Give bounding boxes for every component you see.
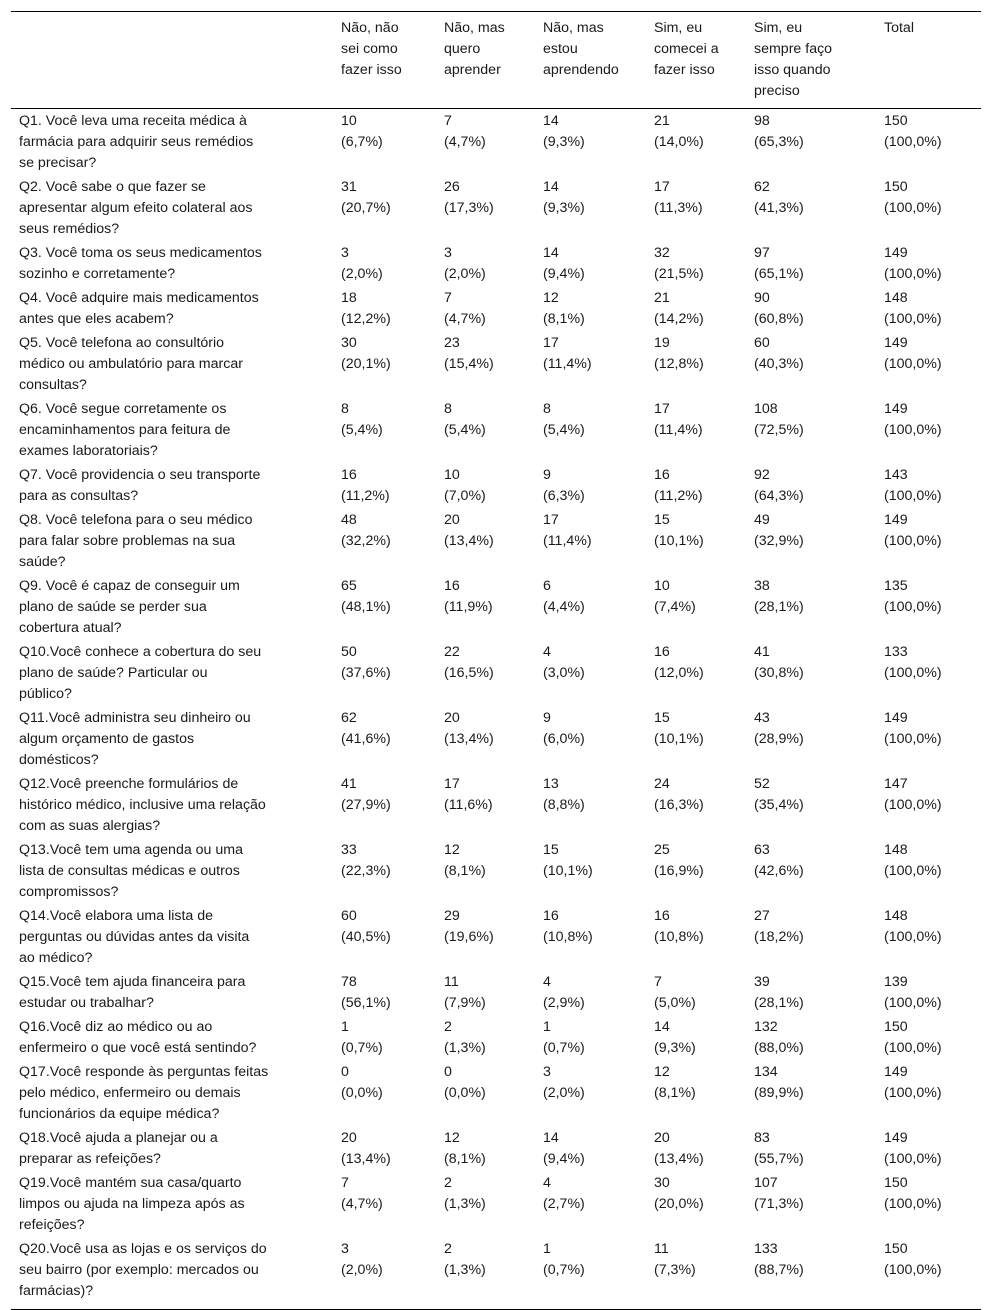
value-cell-quer-aprender: 22 (16,5%) (444, 644, 494, 681)
value-cell-total: 148 (100,0%) (884, 908, 942, 945)
value-cell-comecou: 14 (9,3%) (654, 1019, 696, 1056)
value-cell-comecou: 7 (5,0%) (654, 974, 696, 1011)
value-cell-comecou: 16 (10,8%) (654, 908, 704, 945)
table-header (11, 12, 981, 109)
value-cell-sempre-faz: 38 (28,1%) (754, 578, 804, 615)
value-cell-total: 150 (100,0%) (884, 1019, 942, 1056)
value-cell-comecou: 16 (11,2%) (654, 467, 703, 504)
value-cell-comecou: 24 (16,3%) (654, 776, 704, 813)
question-cell: Q9. Você é capaz de conseguir um plano de saúde se perder sua cobertura atual? (19, 578, 240, 636)
value-cell-nao-sabe: 7 (4,7%) (341, 1175, 383, 1212)
value-cell-quer-aprender: 3 (2,0%) (444, 245, 486, 282)
survey-table-container (11, 11, 981, 1310)
column-header-comecou: Sim, eu comecei a fazer isso (654, 20, 719, 78)
value-cell-comecou: 11 (7,3%) (654, 1241, 696, 1278)
value-cell-quer-aprender: 26 (17,3%) (444, 179, 494, 216)
value-cell-quer-aprender: 16 (11,9%) (444, 578, 493, 615)
value-cell-nao-sabe: 20 (13,4%) (341, 1130, 391, 1167)
value-cell-nao-sabe: 3 (2,0%) (341, 1241, 383, 1278)
table-row (11, 241, 981, 286)
question-cell: Q15.Você tem ajuda financeira para estudar ou trabalhar? (19, 974, 246, 1011)
table-row (11, 109, 981, 176)
value-cell-aprendendo: 16 (10,8%) (543, 908, 593, 945)
value-cell-quer-aprender: 29 (19,6%) (444, 908, 494, 945)
value-cell-quer-aprender: 23 (15,4%) (444, 335, 494, 372)
value-cell-comecou: 17 (11,4%) (654, 401, 703, 438)
question-cell: Q7. Você providencia o seu transporte para as consultas? (19, 467, 261, 504)
value-cell-sempre-faz: 49 (32,9%) (754, 512, 804, 549)
value-cell-total: 149 (100,0%) (884, 245, 942, 282)
question-cell: Q16.Você diz ao médico ou ao enfermeiro o que você está sentindo? (19, 1019, 257, 1056)
value-cell-total: 147 (100,0%) (884, 776, 942, 813)
value-cell-comecou: 15 (10,1%) (654, 710, 704, 747)
table-row (11, 1171, 981, 1237)
value-cell-nao-sabe: 0 (0,0%) (341, 1064, 383, 1101)
table-row (11, 838, 981, 904)
value-cell-sempre-faz: 90 (60,8%) (754, 290, 804, 327)
value-cell-comecou: 20 (13,4%) (654, 1130, 704, 1167)
table-row (11, 574, 981, 640)
column-header-quer-aprender: Não, mas quero aprender (444, 20, 505, 78)
question-cell: Q13.Você tem uma agenda ou uma lista de consultas médicas e outros compromissos? (19, 842, 243, 900)
table-row (11, 706, 981, 772)
header-row (11, 12, 981, 109)
value-cell-aprendendo: 4 (2,9%) (543, 974, 585, 1011)
question-cell: Q11.Você administra seu dinheiro ou algum orçamento de gastos domésticos? (19, 710, 251, 768)
value-cell-aprendendo: 6 (4,4%) (543, 578, 585, 615)
value-cell-sempre-faz: 107 (71,3%) (754, 1175, 804, 1212)
value-cell-nao-sabe: 50 (37,6%) (341, 644, 391, 681)
table-row (11, 1015, 981, 1060)
value-cell-comecou: 30 (20,0%) (654, 1175, 704, 1212)
table-row (11, 463, 981, 508)
question-cell: Q20.Você usa as lojas e os serviços do seu bairro (por exemplo: mercados ou farmácias)? (19, 1241, 267, 1299)
value-cell-comecou: 17 (11,3%) (654, 179, 703, 216)
value-cell-sempre-faz: 97 (65,1%) (754, 245, 804, 282)
value-cell-nao-sabe: 1 (0,7%) (341, 1019, 383, 1056)
question-cell: Q5. Você telefona ao consultório médico ou ambulatório para marcar consultas? (19, 335, 243, 393)
value-cell-comecou: 19 (12,8%) (654, 335, 704, 372)
value-cell-aprendendo: 3 (2,0%) (543, 1064, 585, 1101)
table-row (11, 175, 981, 241)
value-cell-total: 149 (100,0%) (884, 401, 942, 438)
value-cell-comecou: 21 (14,0%) (654, 113, 704, 150)
value-cell-aprendendo: 14 (9,4%) (543, 1130, 585, 1167)
question-cell: Q18.Você ajuda a planejar ou a preparar as refeições? (19, 1130, 218, 1167)
value-cell-aprendendo: 9 (6,3%) (543, 467, 585, 504)
value-cell-total: 149 (100,0%) (884, 1130, 942, 1167)
question-cell: Q3. Você toma os seus medicamentos sozinho e corretamente? (19, 245, 262, 282)
value-cell-sempre-faz: 98 (65,3%) (754, 113, 804, 150)
value-cell-quer-aprender: 20 (13,4%) (444, 512, 494, 549)
value-cell-sempre-faz: 39 (28,1%) (754, 974, 804, 1011)
value-cell-total: 133 (100,0%) (884, 644, 942, 681)
value-cell-sempre-faz: 134 (89,9%) (754, 1064, 804, 1101)
value-cell-comecou: 32 (21,5%) (654, 245, 704, 282)
value-cell-nao-sabe: 31 (20,7%) (341, 179, 391, 216)
value-cell-total: 148 (100,0%) (884, 842, 942, 879)
value-cell-aprendendo: 14 (9,3%) (543, 113, 585, 150)
value-cell-quer-aprender: 0 (0,0%) (444, 1064, 486, 1101)
column-header-nao-sabe: Não, não sei como fazer isso (341, 20, 402, 78)
value-cell-total: 148 (100,0%) (884, 290, 942, 327)
value-cell-sempre-faz: 52 (35,4%) (754, 776, 804, 813)
question-cell: Q14.Você elabora uma lista de perguntas ou dúvidas antes da visita ao médico? (19, 908, 250, 966)
value-cell-aprendendo: 1 (0,7%) (543, 1241, 585, 1278)
value-cell-aprendendo: 15 (10,1%) (543, 842, 593, 879)
value-cell-nao-sabe: 48 (32,2%) (341, 512, 391, 549)
value-cell-quer-aprender: 2 (1,3%) (444, 1241, 486, 1278)
question-cell: Q4. Você adquire mais medicamentos antes que eles acabem? (19, 290, 259, 327)
value-cell-sempre-faz: 108 (72,5%) (754, 401, 804, 438)
value-cell-aprendendo: 12 (8,1%) (543, 290, 585, 327)
value-cell-total: 149 (100,0%) (884, 335, 942, 372)
question-cell: Q12.Você preenche formulários de histórico médico, inclusive uma relação com as suas alergias? (19, 776, 266, 834)
value-cell-sempre-faz: 63 (42,6%) (754, 842, 804, 879)
value-cell-aprendendo: 17 (11,4%) (543, 512, 592, 549)
question-cell: Q10.Você conhece a cobertura do seu plano de saúde? Particular ou público? (19, 644, 262, 702)
value-cell-aprendendo: 13 (8,8%) (543, 776, 585, 813)
value-cell-sempre-faz: 83 (55,7%) (754, 1130, 804, 1167)
column-header-question (11, 12, 333, 109)
value-cell-sempre-faz: 27 (18,2%) (754, 908, 804, 945)
value-cell-quer-aprender: 17 (11,6%) (444, 776, 493, 813)
value-cell-sempre-faz: 43 (28,9%) (754, 710, 804, 747)
value-cell-nao-sabe: 30 (20,1%) (341, 335, 391, 372)
value-cell-total: 150 (100,0%) (884, 179, 942, 216)
value-cell-aprendendo: 1 (0,7%) (543, 1019, 585, 1056)
value-cell-quer-aprender: 7 (4,7%) (444, 290, 486, 327)
table-row (11, 331, 981, 397)
value-cell-quer-aprender: 12 (8,1%) (444, 842, 486, 879)
value-cell-total: 150 (100,0%) (884, 1175, 942, 1212)
value-cell-nao-sabe: 65 (48,1%) (341, 578, 391, 615)
value-cell-comecou: 21 (14,2%) (654, 290, 704, 327)
table-row (11, 286, 981, 331)
question-cell: Q6. Você segue corretamente os encaminhamentos para feitura de exames laboratoriais? (19, 401, 231, 459)
survey-results-table (11, 11, 981, 1310)
value-cell-sempre-faz: 92 (64,3%) (754, 467, 804, 504)
table-row (11, 772, 981, 838)
value-cell-nao-sabe: 62 (41,6%) (341, 710, 391, 747)
question-cell: Q8. Você telefona para o seu médico para falar sobre problemas na sua saúde? (19, 512, 253, 570)
value-cell-total: 139 (100,0%) (884, 974, 942, 1011)
question-cell: Q17.Você responde às perguntas feitas pelo médico, enfermeiro ou demais funcionários da equipe médica? (19, 1064, 269, 1122)
value-cell-nao-sabe: 18 (12,2%) (341, 290, 391, 327)
value-cell-comecou: 15 (10,1%) (654, 512, 704, 549)
table-row (11, 970, 981, 1015)
value-cell-quer-aprender: 8 (5,4%) (444, 401, 486, 438)
value-cell-sempre-faz: 133 (88,7%) (754, 1241, 804, 1278)
value-cell-sempre-faz: 62 (41,3%) (754, 179, 804, 216)
value-cell-comecou: 12 (8,1%) (654, 1064, 696, 1101)
value-cell-quer-aprender: 10 (7,0%) (444, 467, 486, 504)
question-cell: Q2. Você sabe o que fazer se apresentar algum efeito colateral aos seus remédios? (19, 179, 253, 237)
column-header-aprendendo: Não, mas estou aprendendo (543, 20, 619, 78)
table-row (11, 640, 981, 706)
table-row (11, 508, 981, 574)
value-cell-quer-aprender: 20 (13,4%) (444, 710, 494, 747)
value-cell-comecou: 16 (12,0%) (654, 644, 704, 681)
question-cell: Q19.Você mantém sua casa/quarto limpos ou ajuda na limpeza após as refeições? (19, 1175, 245, 1233)
value-cell-total: 149 (100,0%) (884, 710, 942, 747)
table-body (11, 109, 981, 1310)
value-cell-nao-sabe: 8 (5,4%) (341, 401, 383, 438)
value-cell-aprendendo: 17 (11,4%) (543, 335, 592, 372)
value-cell-nao-sabe: 78 (56,1%) (341, 974, 391, 1011)
table-row (11, 904, 981, 970)
value-cell-aprendendo: 8 (5,4%) (543, 401, 585, 438)
value-cell-aprendendo: 14 (9,3%) (543, 179, 585, 216)
value-cell-sempre-faz: 41 (30,8%) (754, 644, 804, 681)
value-cell-nao-sabe: 10 (6,7%) (341, 113, 383, 150)
value-cell-total: 150 (100,0%) (884, 113, 942, 150)
value-cell-nao-sabe: 33 (22,3%) (341, 842, 391, 879)
value-cell-aprendendo: 4 (2,7%) (543, 1175, 585, 1212)
value-cell-aprendendo: 4 (3,0%) (543, 644, 585, 681)
value-cell-comecou: 25 (16,9%) (654, 842, 704, 879)
value-cell-nao-sabe: 16 (11,2%) (341, 467, 390, 504)
value-cell-sempre-faz: 132 (88,0%) (754, 1019, 804, 1056)
table-row (11, 397, 981, 463)
value-cell-aprendendo: 14 (9,4%) (543, 245, 585, 282)
value-cell-total: 143 (100,0%) (884, 467, 942, 504)
value-cell-quer-aprender: 11 (7,9%) (444, 974, 486, 1011)
question-cell: Q1. Você leva uma receita médica à farmácia para adquirir seus remédios se precisar? (19, 113, 254, 171)
value-cell-quer-aprender: 2 (1,3%) (444, 1175, 486, 1212)
value-cell-total: 149 (100,0%) (884, 1064, 942, 1101)
value-cell-aprendendo: 9 (6,0%) (543, 710, 585, 747)
value-cell-nao-sabe: 3 (2,0%) (341, 245, 383, 282)
value-cell-total: 149 (100,0%) (884, 512, 942, 549)
column-header-total: Total (884, 20, 914, 36)
value-cell-quer-aprender: 7 (4,7%) (444, 113, 486, 150)
value-cell-nao-sabe: 60 (40,5%) (341, 908, 391, 945)
value-cell-total: 135 (100,0%) (884, 578, 942, 615)
value-cell-quer-aprender: 2 (1,3%) (444, 1019, 486, 1056)
table-row (11, 1060, 981, 1126)
value-cell-sempre-faz: 60 (40,3%) (754, 335, 804, 372)
column-header-sempre-faz: Sim, eu sempre faço isso quando preciso (754, 20, 833, 99)
value-cell-nao-sabe: 41 (27,9%) (341, 776, 391, 813)
value-cell-quer-aprender: 12 (8,1%) (444, 1130, 486, 1167)
value-cell-total: 150 (100,0%) (884, 1241, 942, 1278)
value-cell-comecou: 10 (7,4%) (654, 578, 696, 615)
table-row (11, 1126, 981, 1171)
